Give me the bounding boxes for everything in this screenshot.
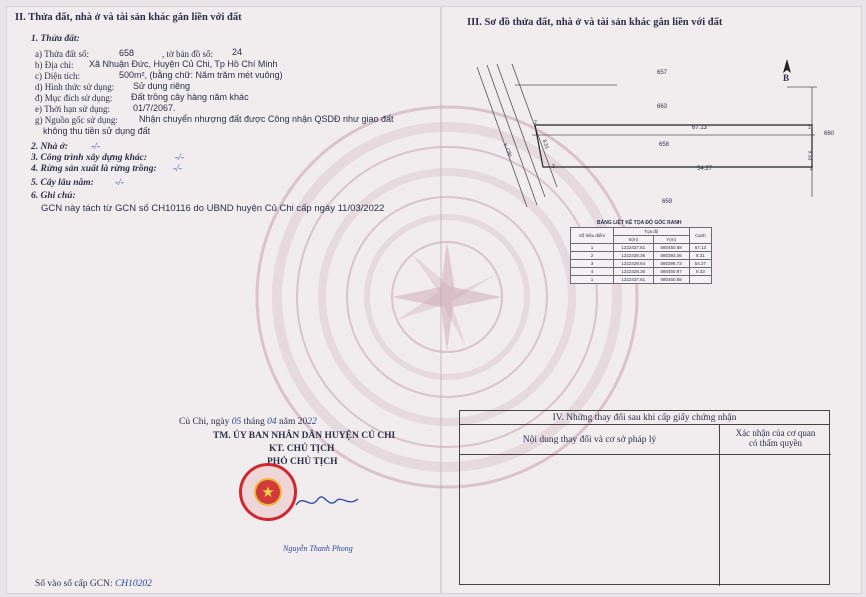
coord-y: 580450.58 <box>653 276 689 284</box>
origin-value: Nhận chuyển nhượng đất được Công nhận QSDĐ như giao đất <box>139 114 394 124</box>
road-label: K.Cấp <box>501 142 514 158</box>
note-label: 6. Ghi chú: <box>31 191 76 201</box>
coord-edge: 54.27 <box>689 260 711 268</box>
coord-head-edge: Cạnh <box>689 228 711 244</box>
coord-pt: 2 <box>571 252 614 260</box>
neighbor-659: 659 <box>662 199 673 205</box>
coord-edge: 9.33 <box>689 268 711 276</box>
coord-pt: 4 <box>571 268 614 276</box>
certificate-sheet <box>6 6 862 594</box>
map-sheet-label: , tờ bản đồ số: <box>162 49 214 59</box>
edge-2-3: 8.31 <box>540 138 550 150</box>
authority-header <box>720 425 831 455</box>
vertex-2: 2 <box>534 120 537 126</box>
note-value: GCN này tách từ GCN số CH10116 do UBND huyện Củ Chi cấp ngày 11/03/2022 <box>41 203 385 214</box>
coord-head-coord: Tọa độ <box>613 228 689 236</box>
issuing-org: TM. ỦY BAN NHÂN DÂN HUYỆN CỦ CHI <box>213 431 396 441</box>
section2-title: II. Thửa đất, nhà ở và tài sản khác gắn liền với đất <box>15 12 242 23</box>
star-icon: ★ <box>261 483 275 501</box>
coord-x: 1222429.64 <box>613 260 653 268</box>
date-month: 04 <box>267 417 277 427</box>
date-year: 22 <box>307 417 317 427</box>
coord-x: 1222438.36 <box>613 252 653 260</box>
vertex-1: 1 <box>808 125 811 131</box>
coord-x: 1222437.61 <box>613 244 653 252</box>
purpose-label: đ) Mục đích sử dụng: <box>35 93 113 103</box>
date-line <box>179 417 317 428</box>
vertex-3: 3 <box>552 164 555 170</box>
vertex-4: 4 <box>810 167 813 173</box>
edge-4-1: 9.33 <box>806 150 813 161</box>
coord-head-x: X(m) <box>613 236 653 244</box>
vice-chairman-title: PHÓ CHỦ TỊCH <box>267 457 338 467</box>
authority-header-line1: Xác nhận của cơ quan <box>735 428 816 438</box>
register-line <box>35 579 152 590</box>
coord-x: 1222437.61 <box>613 276 653 284</box>
parcel-label: a) Thửa đất số: <box>35 49 89 59</box>
register-value: CH10202 <box>114 579 152 589</box>
address-value: Xã Nhuận Đức, Huyện Củ Chi, Tp Hồ Chí Minh <box>89 59 278 69</box>
purpose-value: Đất trồng cây hàng năm khác <box>131 92 249 102</box>
construction-value: -/- <box>175 153 184 163</box>
parcel-number: 658 <box>119 48 135 58</box>
perennial-value: -/- <box>115 178 124 188</box>
neighbor-657: 657 <box>657 70 668 76</box>
neighbor-658: 658 <box>659 142 670 148</box>
coord-table-title: BẢNG LIỆT KÊ TỌA ĐỘ GÓC RANH <box>597 220 682 226</box>
edge-1-2: 67.13 <box>692 125 708 131</box>
use-form-value: Sử dụng riêng <box>133 81 191 91</box>
house-value: -/- <box>91 142 100 152</box>
changes-content-column <box>460 425 720 586</box>
perennial-label: 5. Cây lâu năm: <box>31 178 94 188</box>
coord-pt: 1 <box>571 244 614 252</box>
origin-value-line2: không thu tiền sử dụng đất <box>43 126 151 136</box>
coord-x: 1222428.30 <box>613 268 653 276</box>
construction-label: 3. Công trình xây dựng khác: <box>31 153 148 163</box>
neighbor-660: 660 <box>824 131 835 137</box>
address-label: b) Địa chỉ: <box>35 60 74 70</box>
coord-pt: 3 <box>571 260 614 268</box>
item1-label: 1. Thửa đất: <box>31 34 80 44</box>
table-row <box>571 244 712 252</box>
neighbor-663: 663 <box>657 104 668 110</box>
handwritten-signature <box>292 485 362 515</box>
coord-head-y: Y(m) <box>653 236 689 244</box>
origin-label: g) Nguồn gốc sử dụng: <box>35 115 118 125</box>
official-seal <box>239 463 297 521</box>
coord-edge: 8.31 <box>689 252 711 260</box>
forest-label: 4. Rừng sản xuất là rừng trồng: <box>31 164 157 174</box>
section4-title: IV. Những thay đổi sau khi cấp giấy chứng nhận <box>460 411 829 425</box>
forest-value: -/- <box>173 164 182 174</box>
use-form-label: d) Hình thức sử dụng: <box>35 82 115 92</box>
section3-title: III. Sơ đồ thửa đất, nhà ở và tài sản khác gắn liền với đất <box>467 17 723 28</box>
coord-head-point: Số hiệu điểm <box>571 228 614 244</box>
table-row <box>571 260 712 268</box>
area-value: 500m², (bằng chữ: Năm trăm mét vuông) <box>119 70 283 80</box>
edge-3-4: 54.27 <box>697 166 713 172</box>
term-label: e) Thời hạn sử dụng: <box>35 104 110 114</box>
north-arrow <box>783 59 791 73</box>
place-date-prefix: Củ Chi, ngày <box>179 417 230 427</box>
month-label: tháng <box>243 417 265 427</box>
area-label: c) Diện tích: <box>35 71 80 81</box>
changes-content-header: Nội dung thay đổi và cơ sở pháp lý <box>460 425 719 455</box>
register-label: Số vào sổ cấp GCN: <box>35 579 113 589</box>
coord-edge <box>689 276 711 284</box>
coord-edge: 67.13 <box>689 244 711 252</box>
coord-table <box>570 227 712 284</box>
date-day: 05 <box>231 417 242 427</box>
table-row <box>571 276 712 284</box>
term-value: 01/7/2067. <box>133 103 176 113</box>
coord-pt: 1 <box>571 276 614 284</box>
map-sheet-number: 24 <box>232 47 243 57</box>
year-label: năm 20 <box>279 417 308 427</box>
coord-y: 580450.97 <box>653 268 689 276</box>
authority-header-line2: có thẩm quyền <box>749 438 802 448</box>
house-label: 2. Nhà ở: <box>31 142 69 152</box>
coord-y: 580393.46 <box>653 252 689 260</box>
table-row <box>571 268 712 276</box>
coord-y: 580450.58 <box>653 244 689 252</box>
on-behalf-title: KT. CHỦ TỊCH <box>269 444 335 454</box>
signer-name: Nguyễn Thanh Phong <box>283 544 353 553</box>
north-label: B <box>783 73 790 83</box>
coord-y: 580396.73 <box>653 260 689 268</box>
table-row <box>571 252 712 260</box>
changes-table <box>459 410 830 585</box>
